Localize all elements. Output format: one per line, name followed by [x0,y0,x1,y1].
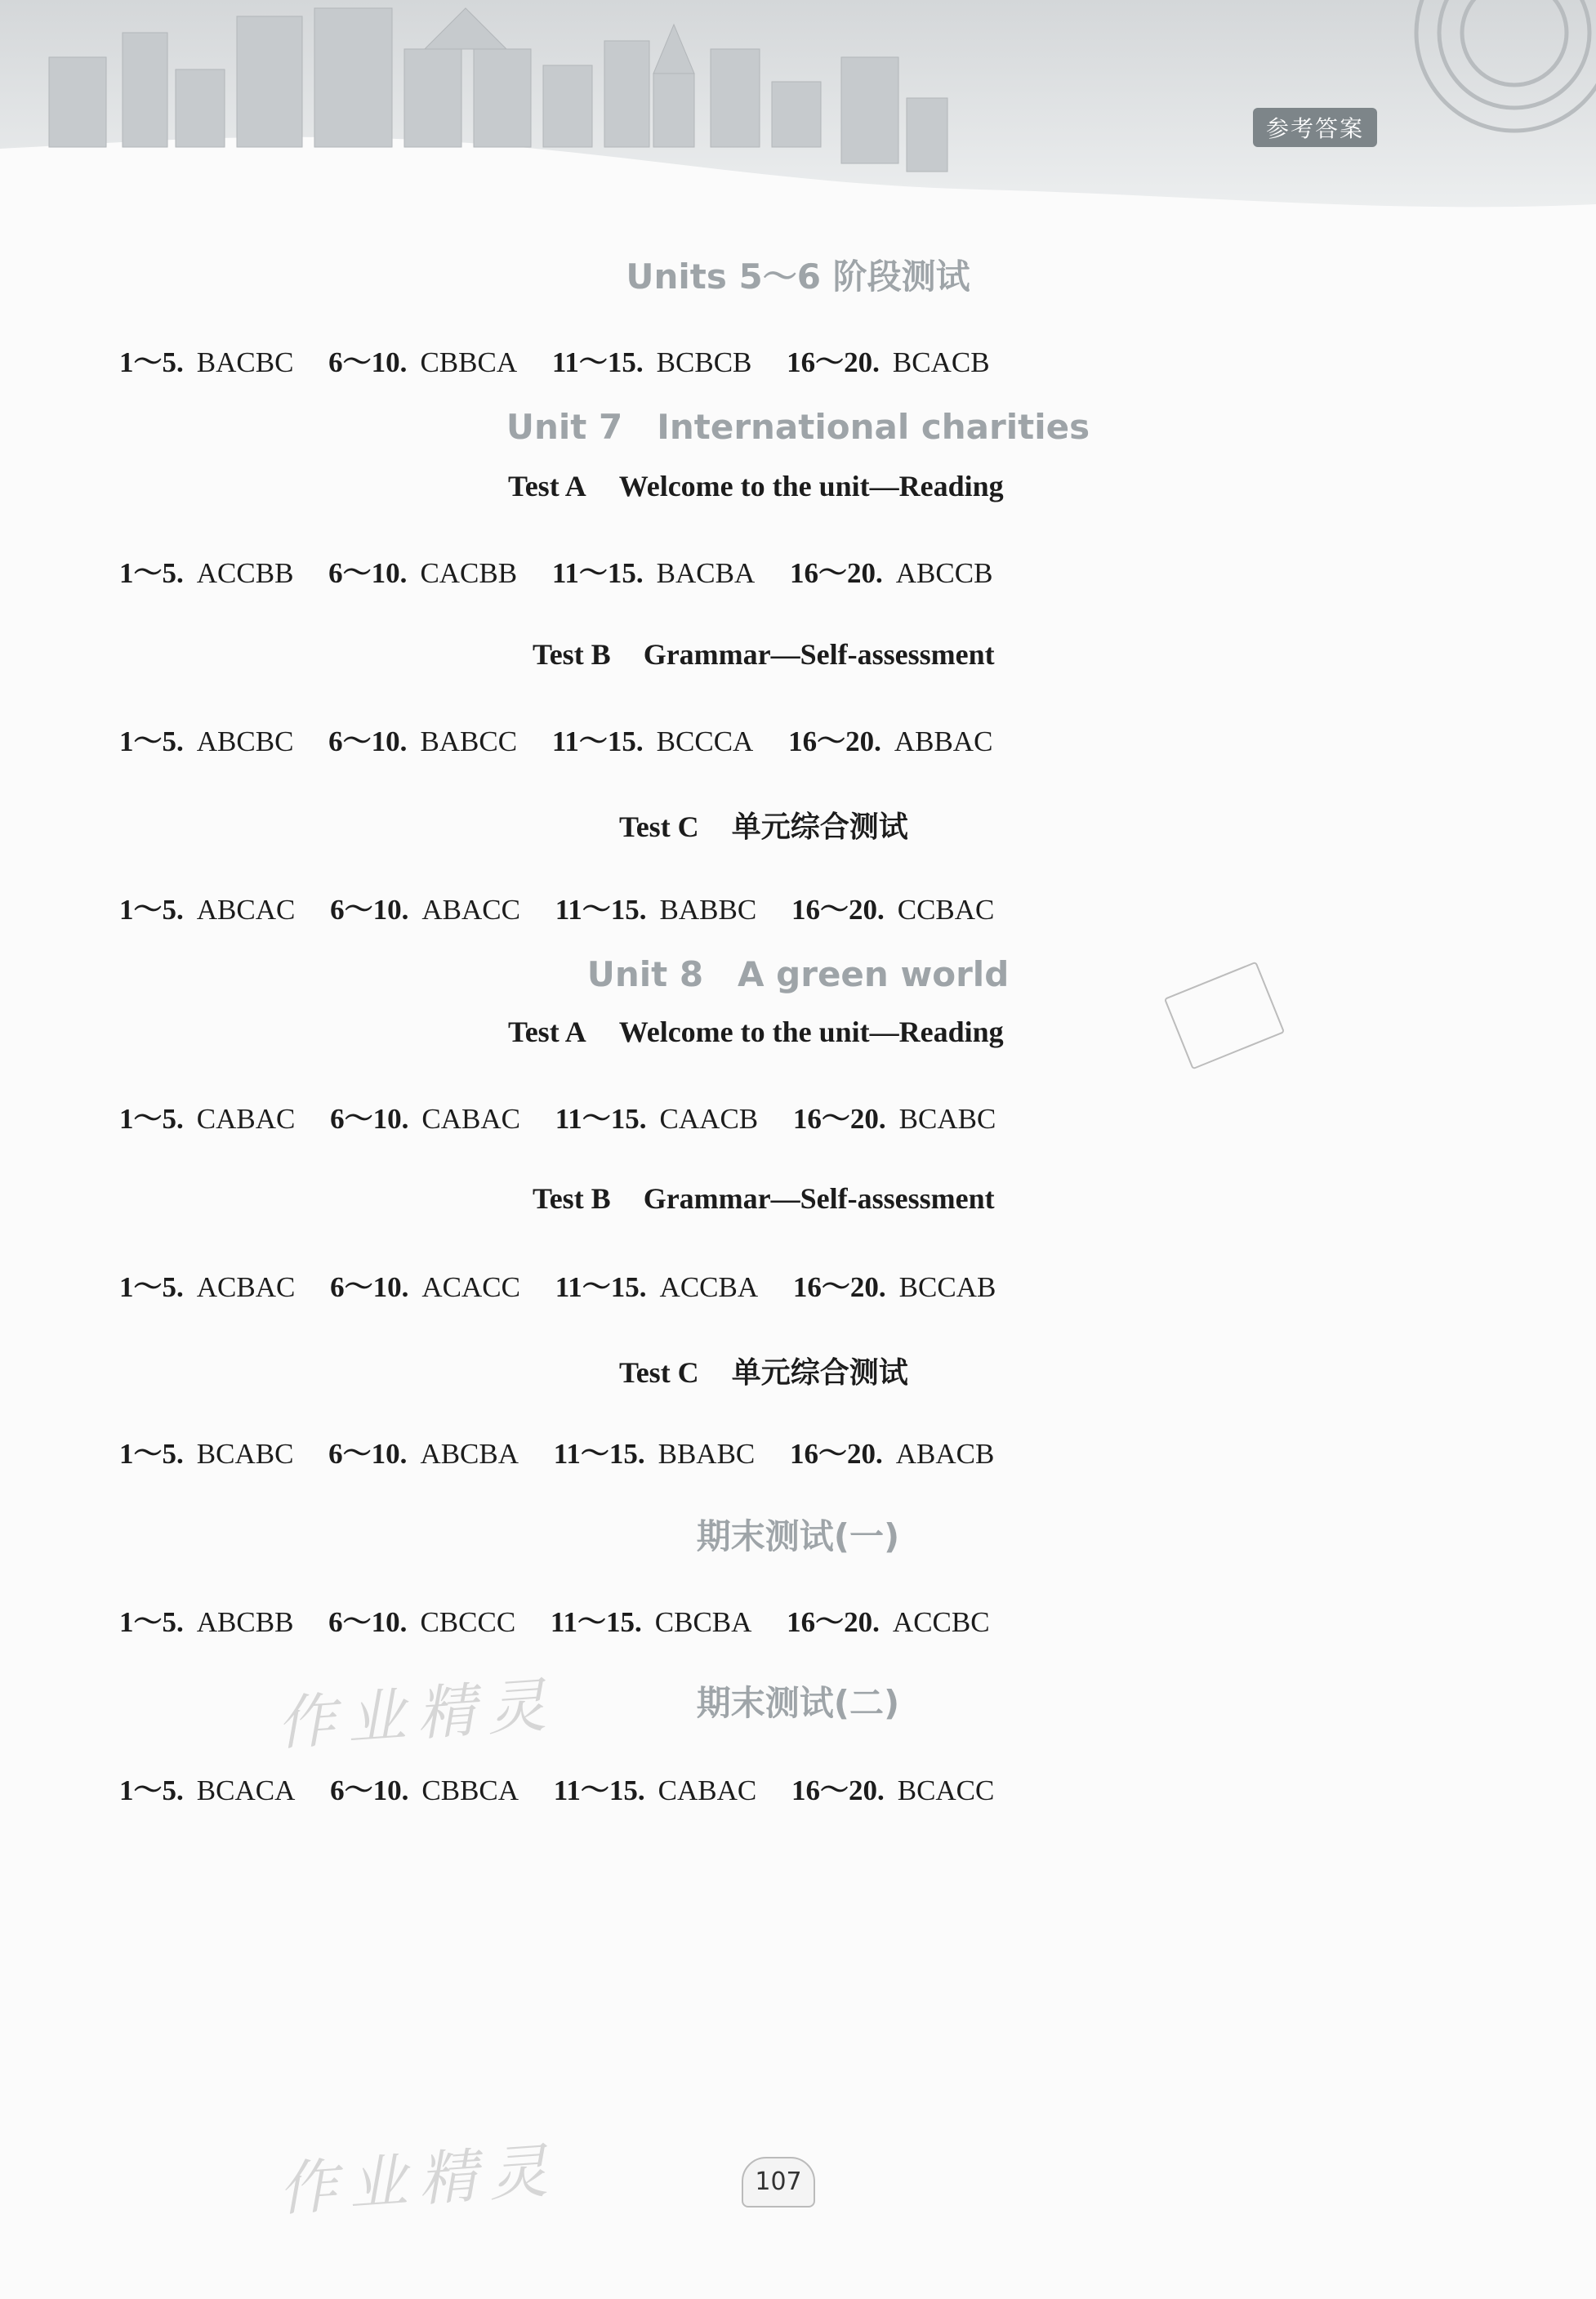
section-heading-final-test-1: 期末测试(一) [696,1516,900,1556]
answer-row: 1～5. ABCBB 6～10. CBCCC 11～15. CBCBA 16～20. ACCBC [119,1606,990,1638]
answer-row: 1～5. ABCAC 6～10. ABACC 11～15. BABBC 16～20. CCBAC [119,894,995,926]
section-heading-unit-8: Unit 8 A green world [586,954,1010,994]
answer-key-label: 参考答案 [1253,108,1377,147]
answer-row: 1～5. ACCBB 6～10. CACBB 11～15. BACBA 16～20. ABCCB [119,557,993,589]
test-heading: Test B Grammar—Self-assessment [533,1182,995,1215]
answer-row: 1～5. ABCBC 6～10. BABCC 11～15. BCCCA 16～20. ABBAC [119,725,993,757]
watermark: 作业精灵 [274,1670,559,1758]
test-heading: Test C 单元综合测试 [619,1356,908,1389]
page-number: 107 [742,2157,815,2207]
answer-row: 1～5. ACBAC 6～10. ACACC 11～15. ACCBA 16～20. BCCAB [119,1271,996,1303]
watermark: 作业精灵 [275,2136,561,2224]
answer-row: 1～5. BACBC 6～10. CBBCA 11～15. BCBCB 16～20. BCACB [119,346,990,378]
answer-row: 1～5. BCABC 6～10. ABCBA 11～15. BBABC 16～20. ABACB [119,1438,995,1470]
section-heading-unit-7: Unit 7 International charities [506,407,1090,447]
test-heading: Test B Grammar—Self-assessment [533,638,995,671]
section-heading-units-5-6: Units 5～6 阶段测试 [626,257,970,297]
test-heading: Test C 单元综合测试 [619,810,908,843]
section-heading-final-test-2: 期末测试(二) [696,1683,900,1723]
test-heading: Test A Welcome to the unit—Reading [508,470,1004,502]
answer-row: 1～5. CABAC 6～10. CABAC 11～15. CAACB 16～20. BCABC [119,1103,996,1135]
answer-row: 1～5. BCACA 6～10. CBBCA 11～15. CABAC 16～20. BCACC [119,1774,995,1806]
test-heading: Test A Welcome to the unit—Reading [508,1016,1004,1048]
